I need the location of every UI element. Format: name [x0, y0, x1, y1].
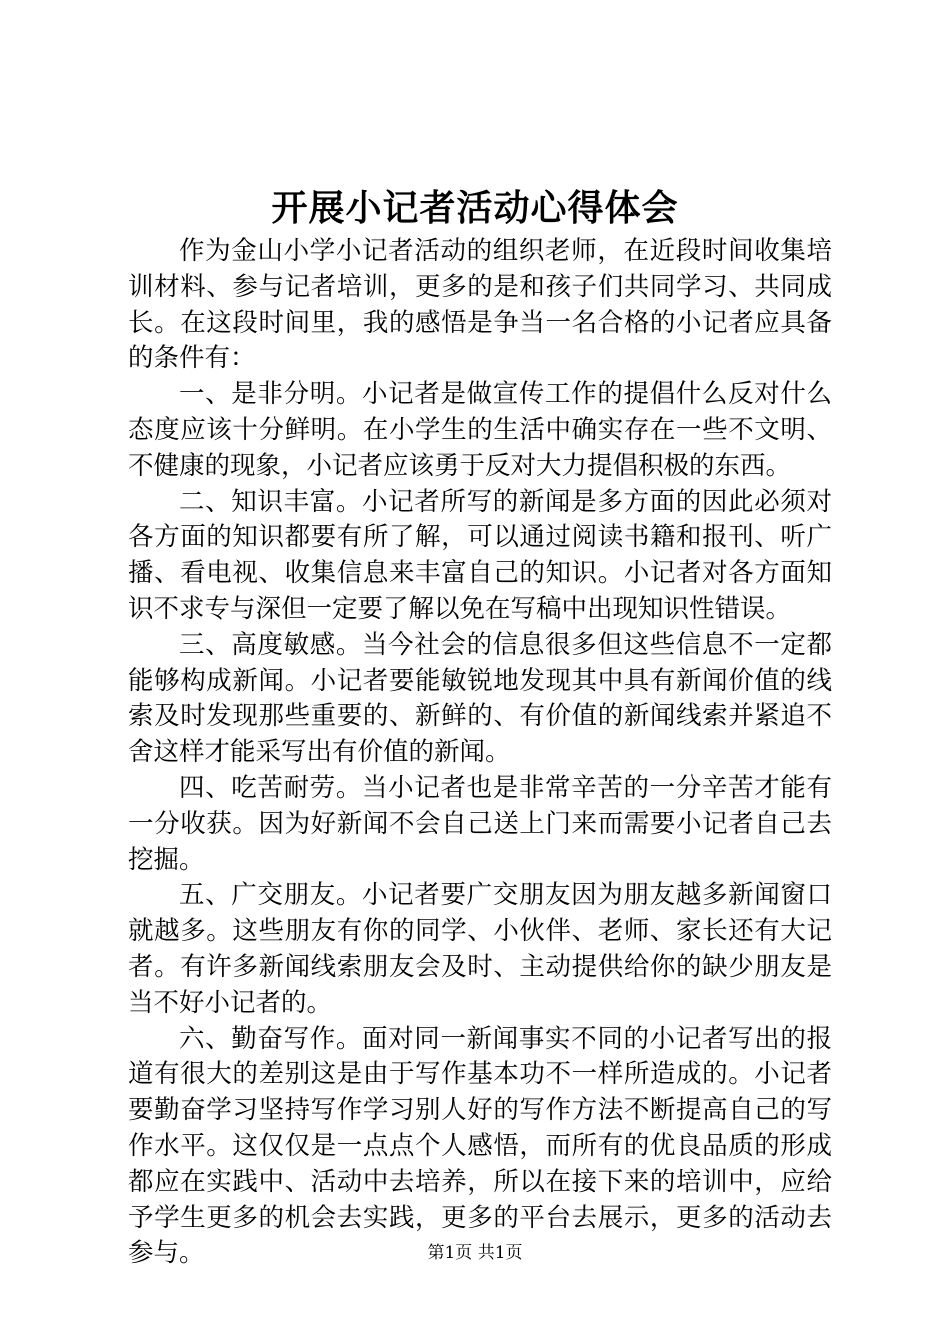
paragraph-point-4: 四、吃苦耐劳。当小记者也是非常辛苦的一分辛苦才能有一分收获。因为好新闻不会自己送上门来而需要小记者自己去挖掘。: [128, 772, 832, 875]
paragraph-point-1: 一、是非分明。小记者是做宣传工作的提倡什么反对什么态度应该十分鲜明。在小学生的生活中确实存在一些不文明、不健康的现象，小记者应该勇于反对大力提倡积极的东西。: [128, 379, 832, 481]
paragraph-point-5: 五、广交朋友。小记者要广交朋友因为朋友越多新闻窗口就越多。这些朋友有你的同学、小伙伴、老师、家长还有大记者。有许多新闻线索朋友会及时、主动提供给你的缺少朋友是当不好小记者的。: [128, 880, 832, 1018]
paragraph-point-3: 三、高度敏感。当今社会的信息很多但这些信息不一定都能够构成新闻。小记者要能敏锐地发现其中具有新闻价值的线索及时发现那些重要的、新鲜的、有价值的新闻线索并紧追不舍这样才能采写出有价值的新闻。: [128, 629, 832, 768]
document-body: [128, 234, 832, 1272]
paragraph-point-2: 二、知识丰富。小记者所写的新闻是多方面的因此必须对各方面的知识都要有所了解，可以通过阅读书籍和报刊、听广播、看电视、收集信息来丰富自己的知识。小记者对各方面知识不求专与深但一定要了解以免在写稿中出现知识性错误。: [128, 486, 832, 624]
paragraph-intro: 作为金山小学小记者活动的组织老师，在近段时间收集培训材料、参与记者培训，更多的是和孩子们共同学习、共同成长。在这段时间里，我的感悟是争当一名合格的小记者应具备的条件有：: [128, 236, 832, 374]
page-number-footer: 第1页 共1页: [427, 1243, 523, 1263]
paragraph-point-6: 六、勤奋写作。面对同一新闻事实不同的小记者写出的报道有很大的差别这是由于写作基本功不一样所造成的。小记者要勤奋学习坚持写作学习别人好的写作方法不断提高自己的写作水平。这仅仅是一点点个人感悟，而所有的优良品质的形成都应在实践中、活动中去培养，所以在接下来的培训中，应给予学生更多的机会去实践，更多的平台去展示，更多的活动去参与。: [128, 1023, 832, 1269]
document-title: 开展小记者活动心得体会: [271, 187, 679, 229]
